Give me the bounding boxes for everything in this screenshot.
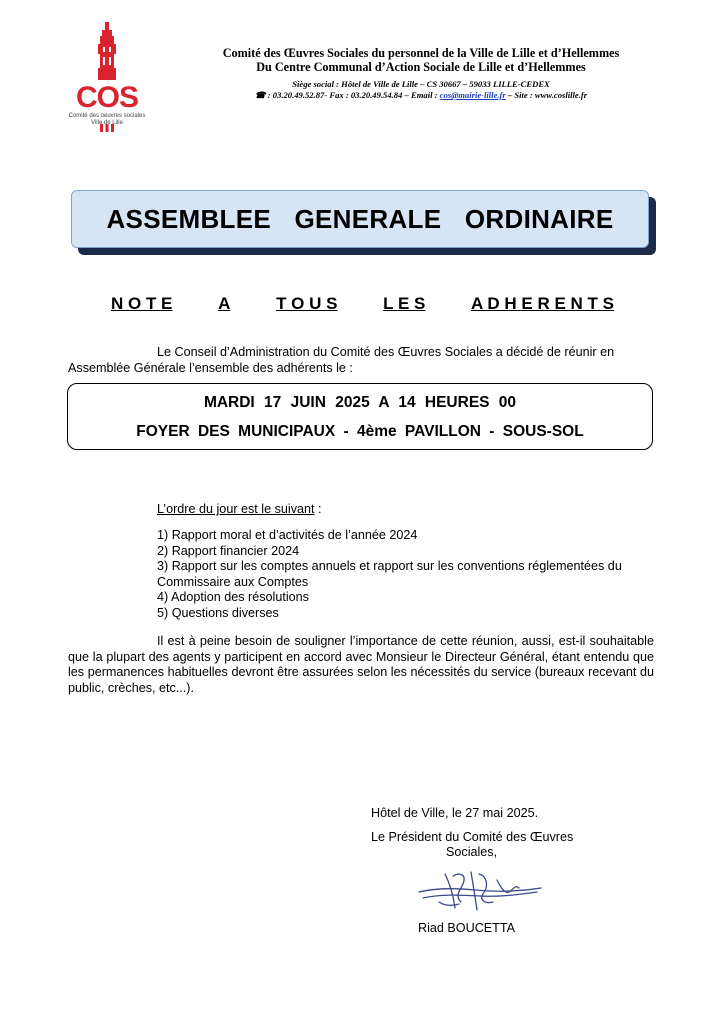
document-title: ASSEMBLEE GENERALE ORDINAIRE (106, 203, 614, 234)
agenda-item: 3) Rapport sur les comptes annuels et rapport sur les conventions réglementées du (157, 559, 622, 573)
agenda-title-suffix: : (314, 502, 322, 516)
contact-prefix: ☎ : 03.20.49.52.87- Fax : 03.20.49.54.84 – Email : (254, 90, 440, 100)
agenda-item: 2) Rapport financier 2024 (157, 543, 300, 558)
letterhead (170, 46, 672, 101)
agenda-item: 5) Questions diverses (157, 605, 279, 620)
logo-text: COS (75, 81, 138, 114)
intro-line-1: Le Conseil d’Administration du Comité des Œuvres Sociales a décidé de réunir en (157, 345, 615, 359)
closing-paragraph: Il est à peine besoin de souligner l’importance de cette réunion, aussi, est-il souhaitable que la plupart des agents y participent en accord avec Monsieur le Directeur Général, étant entendu que les permanences habituelles devront être assurées selon les nécessités du service (bureaux recevant du public, crèches, etc...). (68, 634, 654, 695)
event-place: FOYER DES MUNICIPAUX - 4ème PAVILLON - SOUS-SOL (136, 423, 584, 440)
president-name: Riad BOUCETTA (418, 921, 516, 935)
note-word: L E S (383, 294, 426, 313)
president-role-line-2: Sociales, (446, 845, 498, 859)
org-line-1: Comité des Œuvres Sociales du personnel de la Ville de Lille et d’Hellemmes (222, 46, 620, 60)
intro-line-2: Assemblée Générale l’ensemble des adhérents le : (68, 361, 353, 375)
cos-logo (62, 20, 152, 132)
title-box (71, 190, 649, 248)
email-link[interactable]: cos@mairie-lille.fr (439, 90, 506, 100)
logo-subtitle (62, 113, 152, 127)
agenda-list (157, 528, 654, 621)
contact-suffix: – Site : www.coslille.fr (505, 90, 588, 100)
agenda-item: 1) Rapport moral et d’activités de l’année 2024 (157, 528, 418, 542)
note-word: A D H E R E N T S (471, 294, 614, 313)
event-date: MARDI 17 JUIN 2025 A 14 HEURES 00 (203, 394, 517, 411)
president-role-line-1: Le Président du Comité des Œuvres (371, 830, 574, 844)
handwritten-signature (415, 862, 545, 922)
event-box (67, 383, 653, 450)
agenda-title (157, 502, 322, 516)
agenda-title-text: L’ordre du jour est le suivant (157, 502, 315, 516)
logo-subtitle-line1: Comité des oeuvres sociales (68, 113, 146, 119)
contact-line (170, 90, 672, 101)
agenda-item: Commissaire aux Comptes (157, 574, 309, 589)
org-line-2: Du Centre Communal d’Action Sociale de Lille et d’Hellemmes (256, 60, 586, 74)
logo-subtitle-line2: Ville de Lille (91, 120, 123, 126)
place-date: Hôtel de Ville, le 27 mai 2025. (371, 806, 539, 820)
note-heading (111, 294, 614, 314)
siege-social: Siège social : Hôtel de Ville de Lille – CS 30667 – 59033 LILLE-CEDEX (292, 79, 550, 89)
note-word: N O T E (111, 294, 173, 313)
note-word: A (218, 294, 231, 313)
agenda-item: 4) Adoption des résolutions (157, 590, 309, 604)
note-word: T O U S (276, 294, 338, 313)
